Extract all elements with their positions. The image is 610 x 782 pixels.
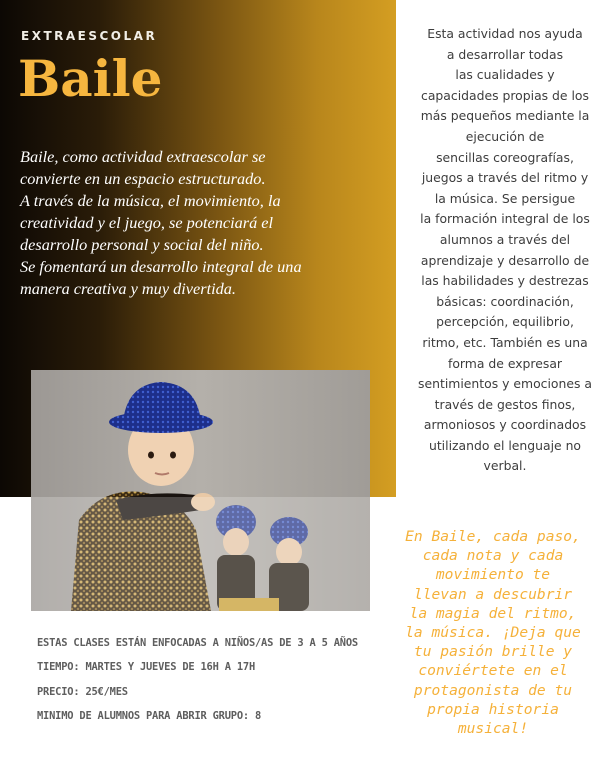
intro-paragraph	[20, 146, 365, 300]
info-schedule: TIEMPO: MARTES Y JUEVES DE 16H A 17H	[37, 661, 256, 674]
quote-line: En Baile, cada paso,	[405, 528, 581, 545]
intro-line: creatividad y el juego, se potenciará el	[20, 213, 274, 232]
quote-line: tu pasión brille y	[413, 643, 573, 661]
quote-line: conviértete en el	[418, 662, 568, 680]
intro-line: desarrollo personal y social del niño.	[20, 235, 264, 254]
description-line: las cualidades y	[455, 67, 555, 83]
quote-line: la música. ¡Deja que	[405, 624, 581, 642]
info-min-students: MINIMO DE ALUMNOS PARA ABRIR GRUPO: 8	[37, 709, 262, 722]
activity-description	[405, 24, 605, 477]
description-line: alumnos a través del	[439, 231, 571, 247]
quote-line: protagonista de tu	[413, 681, 573, 699]
description-line: percepción, equilibrio,	[436, 314, 574, 330]
description-line: capacidades propias de los	[421, 87, 589, 103]
intro-line: Baile, como actividad extraescolar se	[20, 147, 266, 166]
quote-line: movimiento te	[435, 566, 551, 584]
description-line: armoniosos y coordinados	[423, 417, 587, 433]
intro-line: A través de la música, el movimiento, la	[20, 191, 281, 210]
description-line: ritmo, etc. También es una	[422, 334, 588, 350]
description-line: forma de expresar	[447, 355, 563, 371]
intro-line: convierte en un espacio estructurado.	[20, 169, 266, 188]
info-price: PRECIO: 25€/MES	[37, 685, 128, 698]
description-line: la formación integral de los	[420, 211, 590, 227]
quote-line: musical!	[457, 720, 529, 738]
quote-line: cada nota y cada	[422, 547, 564, 565]
dancing-child-photo	[31, 370, 370, 611]
intro-line: manera creativa y muy divertida.	[20, 279, 236, 298]
description-line: juegos a través del ritmo y	[421, 170, 589, 186]
description-line: través de gestos finos,	[434, 396, 576, 412]
description-line: utilizando el lenguaje no	[428, 437, 582, 453]
description-line: básicas: coordinación,	[436, 293, 574, 309]
description-line: aprendizaje y desarrollo de	[420, 252, 590, 268]
description-line: la música. Se persigue	[434, 190, 576, 206]
description-line: sencillas coreografías,	[436, 149, 574, 165]
description-line: Esta actividad nos ayuda	[427, 26, 583, 41]
description-line: a desarrollar todas	[446, 46, 564, 62]
quote-line: llevan a descubrir	[413, 585, 573, 603]
quote-line: propia historia	[427, 700, 559, 718]
info-age-range: ESTAS CLASES ESTÁN ENFOCADAS A NIÑOS/AS DE 3 A 5 AÑOS	[37, 637, 358, 649]
description-line: ejecución de	[465, 128, 545, 144]
page-title: Baile	[18, 49, 163, 108]
section-kicker: EXTRAESCOLAR	[21, 29, 158, 43]
motivational-quote	[378, 527, 608, 738]
photo-overlay	[31, 497, 370, 611]
class-info-block	[37, 631, 358, 728]
description-line: más pequeños mediante la	[420, 108, 590, 124]
intro-line: Se fomentará un desarrollo integral de una	[20, 257, 302, 276]
description-line: las habilidades y destrezas	[421, 273, 589, 289]
quote-line: la magia del ritmo,	[409, 604, 577, 622]
description-line: verbal.	[483, 458, 527, 474]
description-line: sentimientos y emociones a	[418, 376, 592, 392]
